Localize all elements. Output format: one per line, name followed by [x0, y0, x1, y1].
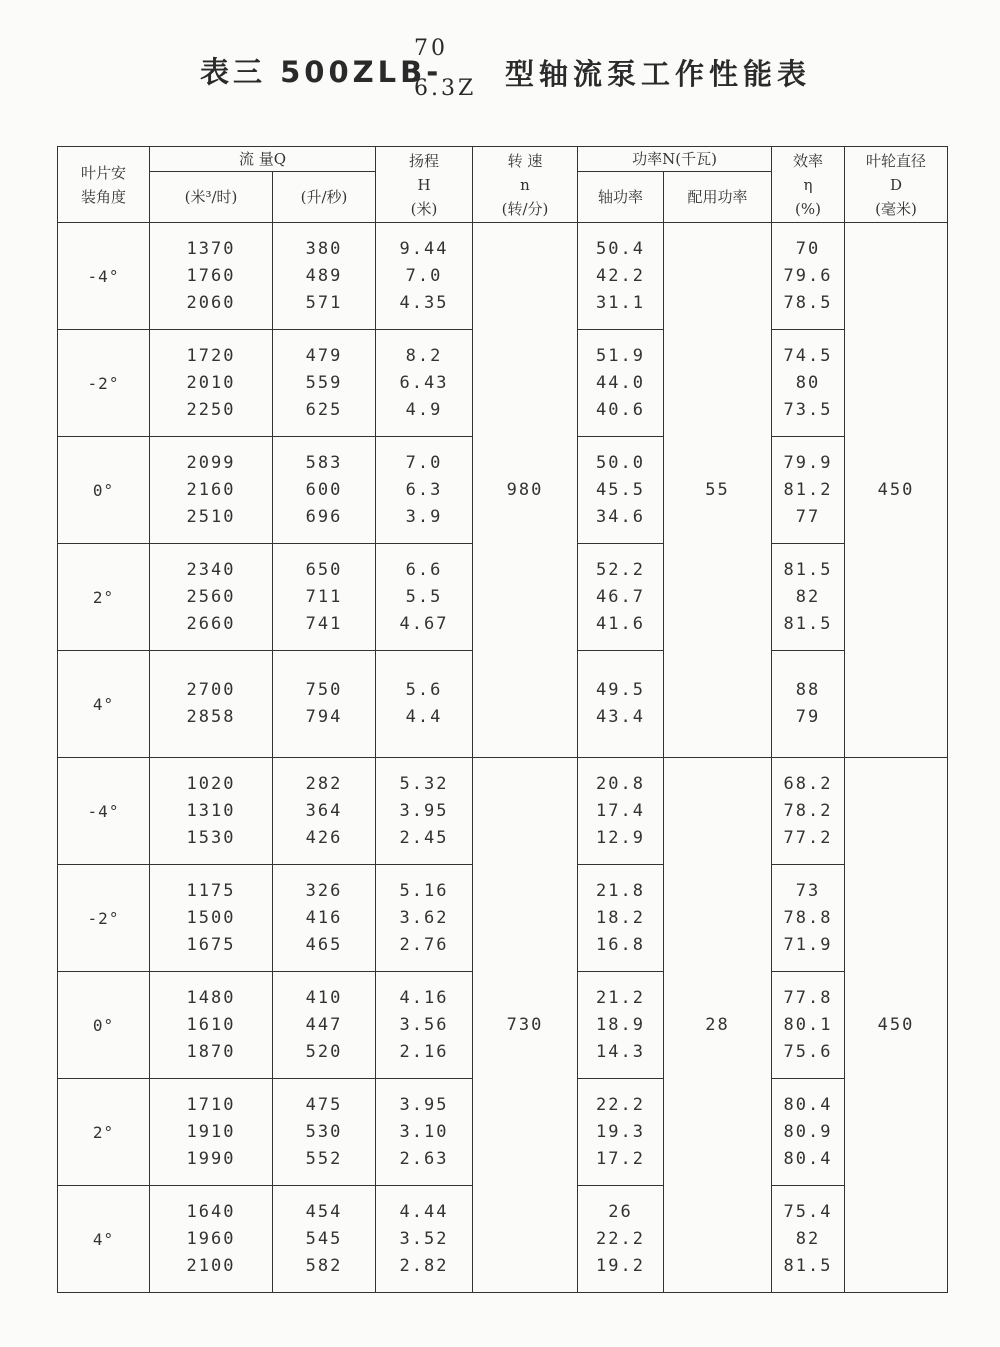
flow-ls	[273, 1079, 376, 1186]
blade-angle: 0°	[58, 437, 150, 544]
title-suffix: 型轴流泵工作性能表	[505, 57, 812, 91]
shaft-power	[578, 437, 664, 544]
head-value: 4.44	[399, 1201, 449, 1222]
flow-m3h-value: 1480	[186, 987, 236, 1008]
flow-ls-value: 465	[305, 934, 343, 955]
efficiency-value: 79.6	[783, 265, 833, 286]
efficiency	[772, 437, 845, 544]
efficiency-value: 81.5	[783, 613, 833, 634]
header-efficiency: 效率 η (%)	[772, 147, 845, 223]
title-numerator: 70	[414, 36, 448, 61]
flow-m3h-value: 1610	[186, 1014, 236, 1035]
title-denominator: 6.3Z	[414, 76, 477, 101]
flow-m3h	[150, 1079, 273, 1186]
flow-ls	[273, 437, 376, 544]
flow-ls	[273, 865, 376, 972]
flow-ls	[273, 758, 376, 865]
head-value: 2.82	[399, 1255, 449, 1276]
efficiency-value: 77.8	[783, 987, 833, 1008]
shaft-power-value: 26	[608, 1201, 633, 1222]
flow-ls-value: 380	[305, 238, 343, 259]
shaft-power-value: 18.9	[596, 1014, 645, 1035]
shaft-power-value: 14.3	[596, 1041, 645, 1062]
impeller-diameter: 450	[845, 223, 948, 758]
shaft-power-value: 22.2	[596, 1094, 645, 1115]
flow-m3h	[150, 330, 273, 437]
head-value: 6.6	[405, 559, 443, 580]
shaft-power-value: 43.4	[596, 707, 645, 727]
head-value: 2.45	[399, 827, 449, 848]
head	[376, 972, 473, 1079]
shaft-power-value: 20.8	[596, 773, 645, 794]
flow-m3h	[150, 544, 273, 651]
flow-ls-value: 454	[305, 1201, 343, 1222]
efficiency-value: 74.5	[783, 345, 833, 366]
flow-m3h	[150, 972, 273, 1079]
flow-ls-value: 447	[305, 1014, 343, 1035]
flow-ls-value: 750	[305, 680, 343, 700]
head-value: 4.16	[399, 987, 449, 1008]
flow-m3h-value: 2160	[186, 479, 236, 500]
head-value: 4.4	[405, 707, 443, 727]
flow-ls-value: 479	[305, 345, 343, 366]
efficiency	[772, 651, 845, 758]
flow-ls-value: 582	[305, 1255, 343, 1276]
head-value: 4.67	[399, 613, 449, 634]
flow-m3h-value: 1710	[186, 1094, 236, 1115]
efficiency	[772, 330, 845, 437]
shaft-power-value: 12.9	[596, 827, 645, 848]
flow-ls-value: 326	[305, 880, 343, 901]
flow-ls	[273, 651, 376, 758]
head	[376, 865, 473, 972]
flow-m3h	[150, 1186, 273, 1293]
blade-angle: -2°	[58, 865, 150, 972]
blade-angle: 4°	[58, 1186, 150, 1293]
header-impeller: 叶轮直径 D (毫米)	[845, 147, 948, 223]
flow-m3h-value: 2700	[186, 680, 236, 700]
efficiency-value: 78.8	[783, 907, 833, 928]
header-angle: 叶片安 装角度	[58, 147, 150, 223]
head-value: 8.2	[405, 345, 443, 366]
flow-ls-value: 600	[305, 479, 343, 500]
header-matched-power: 配用功率	[664, 172, 772, 223]
efficiency-value: 82	[795, 1228, 821, 1249]
blade-angle: 2°	[58, 1079, 150, 1186]
blade-angle: -4°	[58, 223, 150, 330]
flow-m3h	[150, 223, 273, 330]
blade-angle: -4°	[58, 758, 150, 865]
speed: 980	[473, 223, 578, 758]
efficiency-value: 81.5	[783, 1255, 833, 1276]
efficiency	[772, 865, 845, 972]
shaft-power-value: 16.8	[596, 934, 645, 955]
flow-ls	[273, 972, 376, 1079]
flow-ls-value: 741	[305, 613, 343, 634]
flow-m3h-value: 1760	[186, 265, 236, 286]
flow-ls-value: 583	[305, 452, 343, 473]
head-value: 5.32	[399, 773, 449, 794]
head	[376, 758, 473, 865]
table-row	[58, 223, 948, 330]
head-value: 9.44	[399, 238, 449, 259]
head-value: 3.95	[399, 800, 449, 821]
shaft-power-value: 40.6	[596, 399, 645, 420]
flow-ls-value: 530	[305, 1121, 343, 1142]
shaft-power	[578, 865, 664, 972]
header-speed: 转 速 n (转/分)	[473, 147, 578, 223]
flow-m3h-value: 2099	[186, 452, 236, 473]
blade-angle: 2°	[58, 544, 150, 651]
head-value: 3.10	[399, 1121, 449, 1142]
efficiency-value: 70	[795, 238, 821, 259]
matched-power: 28	[664, 758, 772, 1293]
shaft-power	[578, 223, 664, 330]
flow-m3h	[150, 651, 273, 758]
shaft-power	[578, 544, 664, 651]
flow-ls-value: 571	[305, 292, 343, 313]
head-value: 3.62	[399, 907, 449, 928]
head-value: 3.95	[399, 1094, 449, 1115]
head	[376, 223, 473, 330]
flow-m3h-value: 1500	[186, 907, 236, 928]
head-value: 2.76	[399, 934, 449, 955]
flow-m3h-value: 2100	[186, 1255, 236, 1276]
flow-ls-value: 650	[305, 559, 343, 580]
flow-m3h-value: 1310	[186, 800, 236, 821]
flow-ls-value: 282	[305, 773, 343, 794]
flow-m3h-value: 2340	[186, 559, 236, 580]
efficiency-value: 78.2	[783, 800, 833, 821]
head	[376, 651, 473, 758]
flow-m3h-value: 2010	[186, 372, 236, 393]
flow-ls-value: 711	[305, 586, 343, 607]
efficiency	[772, 1079, 845, 1186]
head-value: 5.16	[399, 880, 449, 901]
flow-m3h	[150, 865, 273, 972]
shaft-power-value: 50.4	[596, 238, 645, 259]
header-flow-m3h: (米³/时)	[150, 172, 273, 223]
header-head: 扬程 H (米)	[376, 147, 473, 223]
header-flow: 流 量Q	[150, 147, 376, 172]
flow-m3h-value: 1370	[186, 238, 236, 259]
flow-ls-value: 475	[305, 1094, 343, 1115]
header-power: 功率N(千瓦)	[578, 147, 772, 172]
shaft-power-value: 17.2	[596, 1148, 645, 1169]
shaft-power	[578, 972, 664, 1079]
head	[376, 437, 473, 544]
shaft-power	[578, 330, 664, 437]
efficiency	[772, 758, 845, 865]
flow-m3h-value: 2060	[186, 292, 236, 313]
flow-m3h	[150, 758, 273, 865]
shaft-power-value: 46.7	[596, 586, 645, 607]
efficiency-value: 78.5	[783, 292, 833, 313]
head	[376, 544, 473, 651]
shaft-power	[578, 1186, 664, 1293]
efficiency-value: 80.9	[783, 1121, 833, 1142]
efficiency-value: 81.2	[783, 479, 833, 500]
efficiency-value: 77	[795, 506, 821, 527]
head-value: 2.16	[399, 1041, 449, 1062]
shaft-power-value: 22.2	[596, 1228, 645, 1249]
shaft-power-value: 21.2	[596, 987, 645, 1008]
flow-m3h-value: 1720	[186, 345, 236, 366]
table-row	[58, 758, 948, 865]
shaft-power-value: 49.5	[596, 680, 645, 700]
speed: 730	[473, 758, 578, 1293]
shaft-power-value: 19.2	[596, 1255, 645, 1276]
efficiency-value: 80	[795, 372, 821, 393]
head-value: 7.0	[405, 265, 443, 286]
blade-angle: 0°	[58, 972, 150, 1079]
shaft-power-value: 21.8	[596, 880, 645, 901]
page-title	[0, 30, 1000, 110]
head-value: 5.6	[405, 680, 443, 700]
head-value: 6.3	[405, 479, 443, 500]
flow-ls-value: 410	[305, 987, 343, 1008]
shaft-power-value: 42.2	[596, 265, 645, 286]
head-value: 3.9	[405, 506, 443, 527]
flow-ls	[273, 1186, 376, 1293]
flow-ls-value: 625	[305, 399, 343, 420]
efficiency	[772, 544, 845, 651]
shaft-power-value: 45.5	[596, 479, 645, 500]
efficiency-value: 77.2	[783, 827, 833, 848]
efficiency-value: 79.9	[783, 452, 833, 473]
shaft-power	[578, 758, 664, 865]
flow-m3h-value: 1175	[186, 880, 236, 901]
flow-m3h-value: 1640	[186, 1201, 236, 1222]
head-value: 3.56	[399, 1014, 449, 1035]
flow-ls-value: 794	[305, 707, 343, 727]
blade-angle: 4°	[58, 651, 150, 758]
impeller-diameter: 450	[845, 758, 948, 1293]
head	[376, 1186, 473, 1293]
flow-ls-value: 416	[305, 907, 343, 928]
shaft-power-value: 52.2	[596, 559, 645, 580]
head-value: 5.5	[405, 586, 443, 607]
header-shaft-power: 轴功率	[578, 172, 664, 223]
flow-m3h-value: 1870	[186, 1041, 236, 1062]
shaft-power-value: 51.9	[596, 345, 645, 366]
flow-m3h-value: 2510	[186, 506, 236, 527]
shaft-power-value: 34.6	[596, 506, 645, 527]
efficiency-value: 75.4	[783, 1201, 833, 1222]
efficiency-value: 73.5	[783, 399, 833, 420]
efficiency	[772, 223, 845, 330]
head-value: 6.43	[399, 372, 449, 393]
efficiency	[772, 972, 845, 1079]
flow-ls-value: 559	[305, 372, 343, 393]
efficiency-value: 80.4	[783, 1148, 833, 1169]
flow-ls-value: 696	[305, 506, 343, 527]
head	[376, 1079, 473, 1186]
shaft-power-value: 50.0	[596, 452, 645, 473]
performance-table	[57, 146, 948, 1293]
flow-m3h-value: 2560	[186, 586, 236, 607]
flow-ls-value: 364	[305, 800, 343, 821]
shaft-power-value: 19.3	[596, 1121, 645, 1142]
flow-m3h-value: 2858	[186, 707, 236, 727]
efficiency-value: 73	[795, 880, 821, 901]
efficiency-value: 88	[795, 680, 821, 700]
flow-ls	[273, 223, 376, 330]
flow-ls-value: 489	[305, 265, 343, 286]
flow-m3h	[150, 437, 273, 544]
flow-ls-value: 520	[305, 1041, 343, 1062]
efficiency-value: 82	[795, 586, 821, 607]
head-value: 4.35	[399, 292, 449, 313]
flow-m3h-value: 2250	[186, 399, 236, 420]
efficiency-value: 79	[795, 707, 821, 727]
efficiency-value: 68.2	[783, 773, 833, 794]
efficiency-value: 80.4	[783, 1094, 833, 1115]
flow-m3h-value: 1910	[186, 1121, 236, 1142]
efficiency-value: 75.6	[783, 1041, 833, 1062]
flow-m3h-value: 1530	[186, 827, 236, 848]
head-value: 2.63	[399, 1148, 449, 1169]
flow-ls	[273, 330, 376, 437]
shaft-power-value: 44.0	[596, 372, 645, 393]
shaft-power-value: 41.6	[596, 613, 645, 634]
head-value: 3.52	[399, 1228, 449, 1249]
flow-m3h-value: 1675	[186, 934, 236, 955]
head	[376, 330, 473, 437]
header-flow-ls: (升/秒)	[273, 172, 376, 223]
head-value: 7.0	[405, 452, 443, 473]
flow-m3h-value: 2660	[186, 613, 236, 634]
efficiency-value: 81.5	[783, 559, 833, 580]
blade-angle: -2°	[58, 330, 150, 437]
flow-m3h-value: 1020	[186, 773, 236, 794]
shaft-power-value: 18.2	[596, 907, 645, 928]
matched-power: 55	[664, 223, 772, 758]
flow-ls	[273, 544, 376, 651]
flow-ls-value: 545	[305, 1228, 343, 1249]
head-value: 4.9	[405, 399, 443, 420]
efficiency-value: 80.1	[783, 1014, 833, 1035]
shaft-power-value: 31.1	[596, 292, 645, 313]
title-prefix: 表三 500ZLB-	[200, 55, 443, 89]
flow-m3h-value: 1990	[186, 1148, 236, 1169]
flow-ls-value: 426	[305, 827, 343, 848]
shaft-power-value: 17.4	[596, 800, 645, 821]
efficiency-value: 71.9	[783, 934, 833, 955]
shaft-power	[578, 651, 664, 758]
shaft-power	[578, 1079, 664, 1186]
flow-m3h-value: 1960	[186, 1228, 236, 1249]
efficiency	[772, 1186, 845, 1293]
flow-ls-value: 552	[305, 1148, 343, 1169]
